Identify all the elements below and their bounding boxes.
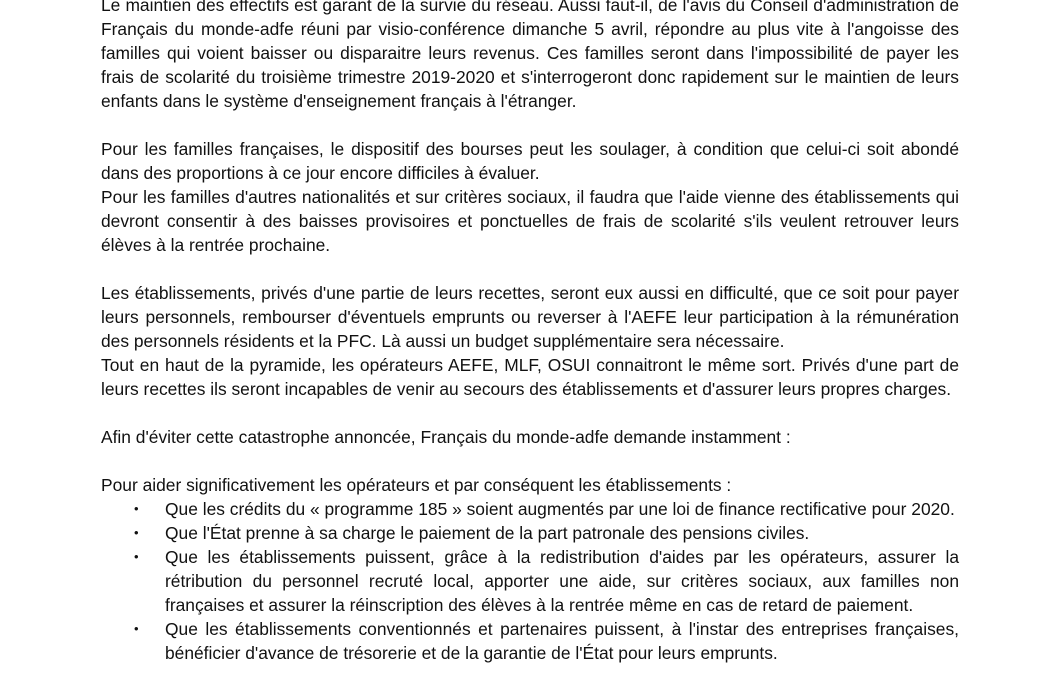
- document-body: [101, 0, 959, 665]
- list-item-text: Que les établissements puissent, grâce à la redistribution d'aides par les opérateurs, assurer la rétribution du personnel recruté local, apporter une aide, sur critères sociaux, aux familles non françaises et assurer la réinscription des élèves à la rentrée même en cas de retard de paiement.: [165, 547, 959, 615]
- paragraph-operators: Tout en haut de la pyramide, les opérateurs AEFE, MLF, OSUI connaitront le même sort. Privés d'une part de leurs recettes ils seront incapables de venir au secours des établissements et d'assurer leurs propres charges.: [101, 355, 959, 399]
- paragraph-list-intro: Pour aider significativement les opérateurs et par conséquent les établissements :: [101, 475, 732, 495]
- list-item: [101, 497, 959, 521]
- demands-list: [101, 497, 959, 665]
- list-item-text: Que les crédits du « programme 185 » soient augmentés par une loi de finance rectificative pour 2020.: [165, 499, 955, 519]
- list-item-text: Que les établissements conventionnés et partenaires puissent, à l'instar des entreprises françaises, bénéficier d'avance de trésorerie et de la garantie de l'État pour leurs emprunts.: [165, 619, 959, 663]
- list-item: [101, 521, 959, 545]
- paragraph-spacer: [101, 257, 959, 281]
- bullet-icon: •: [134, 525, 139, 540]
- paragraph-other-nationalities: Pour les familles d'autres nationalités et sur critères sociaux, il faudra que l'aide vienne des établissements qui devront consentir à des baisses provisoires et ponctuelles de frais de scolarité s'ils veulent retrouver leurs élèves à la rentrée prochaine.: [101, 187, 959, 255]
- bullet-icon: •: [134, 549, 139, 564]
- paragraph-french-families: Pour les familles françaises, le dispositif des bourses peut les soulager, à condition que celui-ci soit abondé dans des proportions à ce jour encore difficiles à évaluer.: [101, 139, 959, 183]
- paragraph-network-survival: Le maintien des effectifs est garant de la survie du réseau. Aussi faut-il, de l'avis du Conseil d'administration de Français du monde-adfe réuni par visio-conférence dimanche 5 avril, répondre au plus vite à l'angoisse des familles qui voient baisser ou disparaitre leurs revenus. Ces familles seront dans l'impossibilité de payer les frais de scolarité du troisième trimestre 2019-2020 et s'interrogeront donc rapidement sur le maintien de leurs enfants dans le système d'enseignement français à l'étranger.: [101, 0, 959, 111]
- paragraph-demand-intro: Afin d'éviter cette catastrophe annoncée, Français du monde-adfe demande instamment :: [101, 427, 791, 447]
- paragraph-spacer: [101, 401, 959, 425]
- list-item-text: Que l'État prenne à sa charge le paiement de la part patronale des pensions civiles.: [165, 523, 810, 543]
- paragraph-spacer: [101, 113, 959, 137]
- paragraph-establishments: Les établissements, privés d'une partie de leurs recettes, seront eux aussi en difficulté, que ce soit pour payer leurs personnels, rembourser d'éventuels emprunts ou reverser à l'AEFE leur participation à la rémunération des personnels résidents et la PFC. Là aussi un budget supplémentaire sera nécessaire.: [101, 283, 959, 351]
- paragraph-spacer: [101, 449, 959, 473]
- bullet-icon: •: [134, 621, 139, 636]
- list-item: [101, 617, 959, 665]
- list-item: [101, 545, 959, 617]
- bullet-icon: •: [134, 501, 139, 516]
